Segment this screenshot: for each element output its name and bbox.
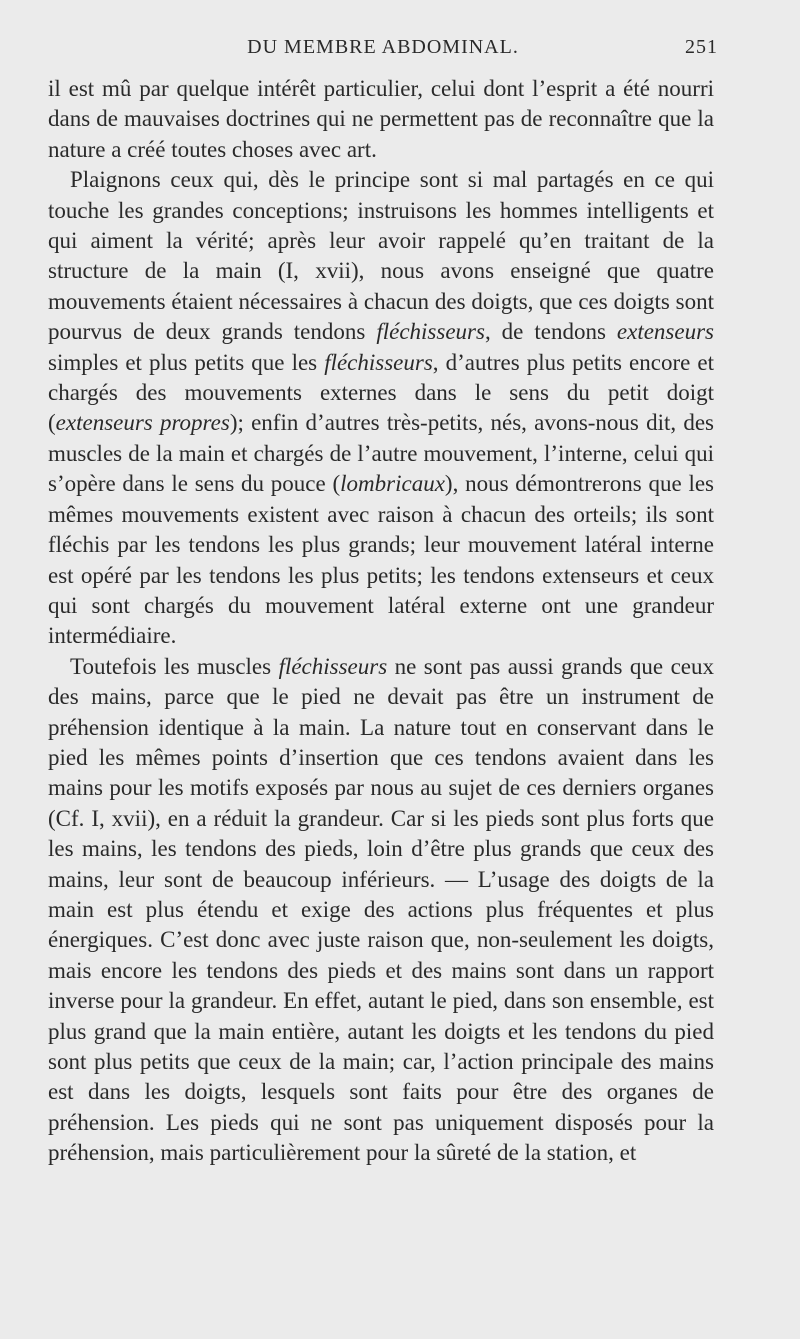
italic-term: extenseurs propres xyxy=(55,410,230,436)
text-run: ); enfin d’autres très-petits, nés, avons-nous dit, des muscles de la main et chargés de l’autre mouvement, l’interne, celui qui s’opère dans le sens du pouce ( xyxy=(48,410,714,497)
text-run: Plaignons ceux qui, dès le principe sont si mal partagés en ce qui touche les grandes conceptions; instruisons les hommes intelligents et qui aiment la vérité; après leur avoir rappelé qu’en traitant de la structure de la main (I, xvii), nous avons enseigné que quatre mouvements étaient nécessaires à chacun des doigts, que ces doigts sont pourvus de deux grands tendons xyxy=(48,167,714,345)
text-run: Toutefois les muscles xyxy=(70,653,279,679)
paragraph xyxy=(48,652,714,1169)
text-run: , d’autres plus petits encore et chargés des mouvements externes dans le sens du petit doigt ( xyxy=(48,349,714,436)
page-number: 251 xyxy=(685,36,718,58)
paragraph xyxy=(48,74,714,165)
text-run: ), nous démontrerons que les mêmes mouvements existent avec raison à chacun des orteils; ils sont fléchis par les tendons les plus grands; leur mouvement latéral interne est opéré par les tendons les plus petits; les tendons extenseurs et ceux qui sont chargés du mouvement latéral externe ont une grandeur intermédiaire. xyxy=(48,471,714,649)
text-run: il est mû par quelque intérêt particulier, celui dont l’esprit a été nourri dans de mauvaises doctrines qui ne permettent pas de reconnaître que la nature a créé toutes choses avec art. xyxy=(48,76,714,162)
text-run: simples et plus petits que les xyxy=(48,349,325,375)
text-run: , de tendons xyxy=(484,319,617,345)
italic-term: fléchisseurs xyxy=(324,349,433,375)
italic-term: fléchisseurs xyxy=(376,319,485,345)
running-title: DU MEMBRE ABDOMINAL. xyxy=(247,36,519,58)
paragraph xyxy=(48,165,714,652)
italic-term: extenseurs xyxy=(616,319,714,345)
italic-term: fléchisseurs xyxy=(278,653,388,679)
page-header xyxy=(48,36,718,64)
text-run: ne sont pas aussi grands que ceux des mains, parce que le pied ne devait pas être un instrument de préhension identique à la main. La nature tout en conservant dans le pied les mêmes points d’insertion que ces tendons avaient dans les mains pour les motifs exposés par nous au sujet de ces derniers organes (Cf. I, xvii), en a réduit la grandeur. Car si les pieds sont plus forts que les mains, les tendons des pieds, loin d’être plus grands que ceux des mains, leur sont de beaucoup inférieurs. — L’usage des doigts de la main est plus étendu et exige des actions plus fréquentes et plus énergiques. C’est donc avec juste raison que, non-seulement les doigts, mais encore les tendons des pieds et des mains sont dans un rapport inverse pour la grandeur. En effet, autant le pied, dans son ensemble, est plus grand que la main entière, autant les doigts et les tendons du pied sont plus petits que ceux de la main; car, l’action principale des mains est dans les doigts, lesquels sont faits pour être des organes de préhension. Les pieds qui ne sont pas uniquement disposés pour la préhension, mais particulièrement pour la sûreté de la station, et xyxy=(48,653,714,1166)
italic-term: lombricaux xyxy=(340,471,445,497)
body-text xyxy=(48,74,714,1169)
